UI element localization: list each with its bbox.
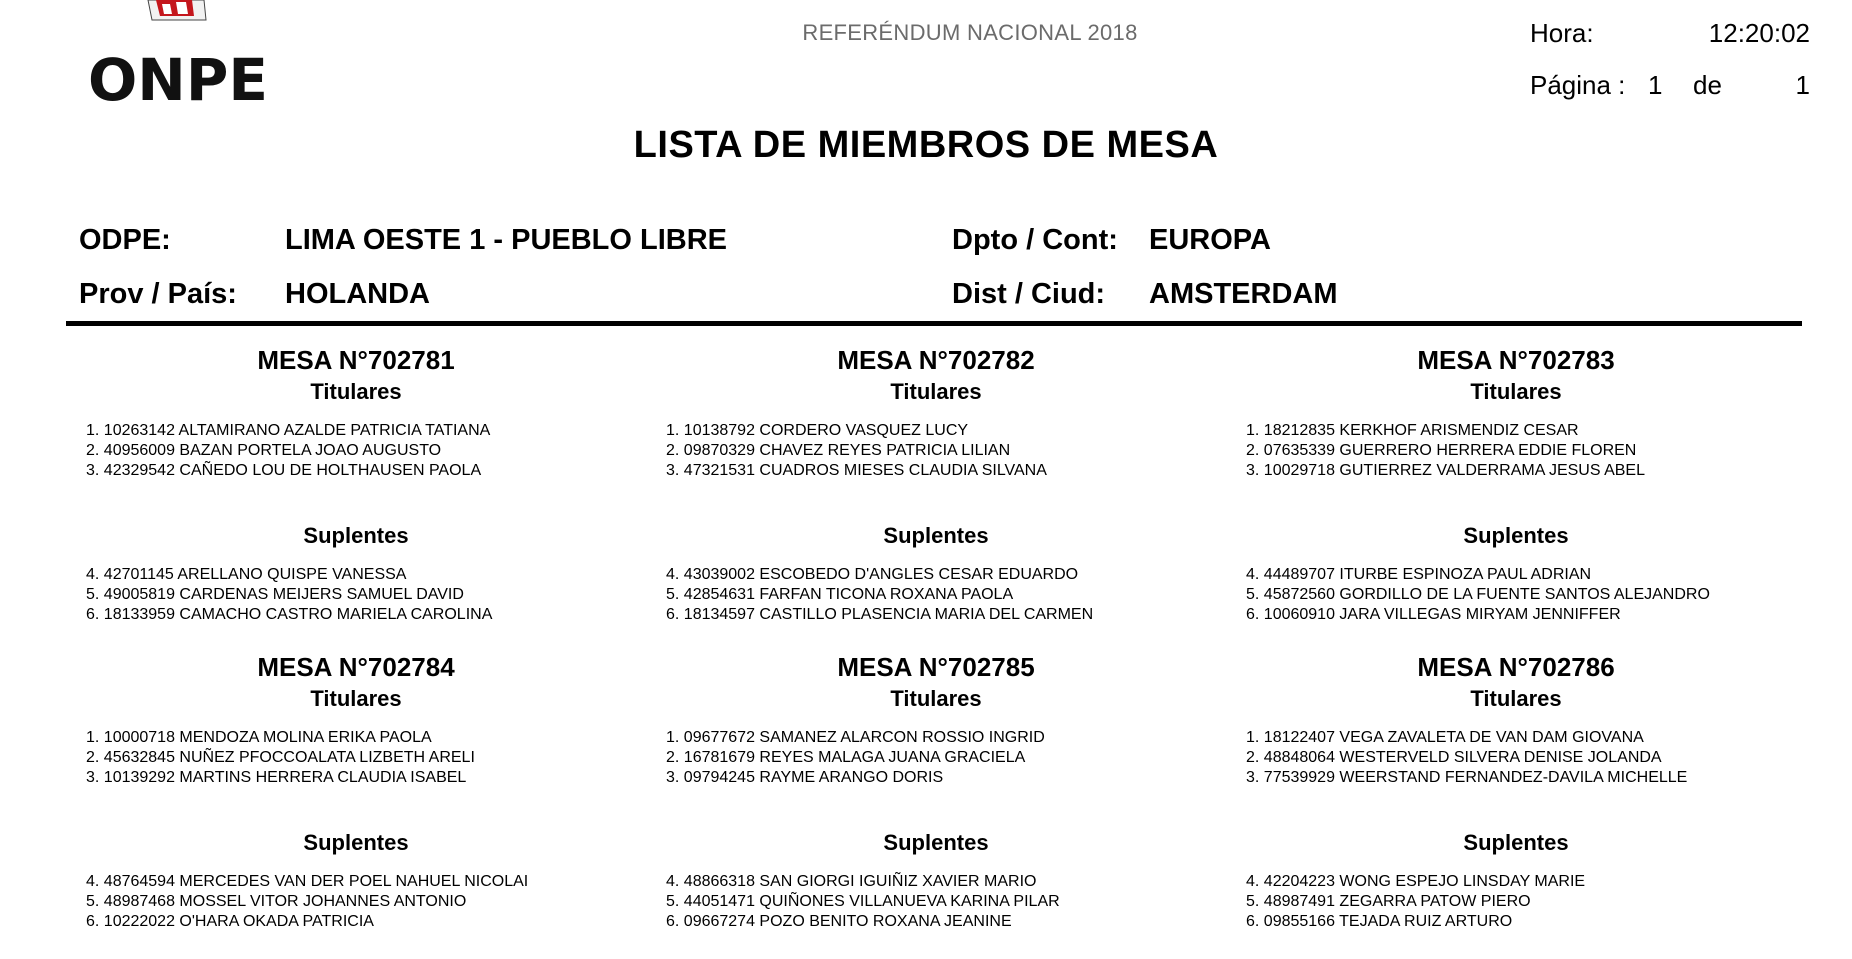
member-row: 1. 10000718 MENDOZA MOLINA ERIKA PAOLA [86, 729, 432, 746]
suplentes-list [666, 872, 1246, 932]
member-row: 4. 42701145 ARELLANO QUISPE VANESSA [86, 566, 407, 583]
mesa-title: MESA N°702785 [837, 652, 1035, 682]
member-row: 5. 45872560 GORDILLO DE LA FUENTE SANTOS ALEJANDRO [1246, 586, 1710, 603]
member-row: 2. 07635339 GUERRERO HERRERA EDDIE FLOREN [1246, 442, 1637, 459]
member-row: 4. 42204223 WONG ESPEJO LINSDAY MARIE [1246, 873, 1586, 890]
section-gap [1246, 788, 1826, 828]
onpe-logo [86, 0, 281, 110]
time-label: Hora: [1530, 18, 1594, 48]
titulares-list [666, 421, 1246, 481]
member-row: 4. 48764594 MERCEDES VAN DER POEL NAHUEL NICOLAI [86, 873, 529, 890]
mesa-block [1246, 650, 1826, 932]
member-row: 6. 10222022 O'HARA OKADA PATRICIA [86, 913, 374, 930]
member-row: 6. 09855166 TEJADA RUIZ ARTURO [1246, 913, 1513, 930]
member-row: 5. 49005819 CARDENAS MEIJERS SAMUEL DAVID [86, 586, 464, 603]
section-gap [86, 481, 666, 521]
member-row: 1. 10138792 CORDERO VASQUEZ LUCY [666, 422, 969, 439]
mesa-block [666, 650, 1246, 932]
member-row: 2. 16781679 REYES MALAGA JUANA GRACIELA [666, 749, 1026, 766]
member-row: 3. 09794245 RAYME ARANGO DORIS [666, 769, 944, 786]
member-row: 6. 10060910 JARA VILLEGAS MIRYAM JENNIFFER [1246, 606, 1621, 623]
member-row: 6. 18134597 CASTILLO PLASENCIA MARIA DEL CARMEN [666, 606, 1094, 623]
mesa-block [1246, 343, 1826, 625]
report-meta [1530, 18, 1810, 122]
suplentes-list [86, 565, 666, 625]
prov-value: HOLANDA [285, 278, 430, 310]
member-row: 4. 43039002 ESCOBEDO D'ANGLES CESAR EDUARDO [666, 566, 1079, 583]
member-row: 4. 48866318 SAN GIORGI IGUIÑIZ XAVIER MARIO [666, 873, 1037, 890]
dist-value: AMSTERDAM [1149, 278, 1338, 310]
suplentes-heading: Suplentes [303, 830, 409, 855]
odpe-label: ODPE: [79, 224, 171, 256]
section-gap [1246, 481, 1826, 521]
titulares-heading: Titulares [310, 379, 402, 404]
suplentes-heading: Suplentes [1463, 830, 1569, 855]
titulares-list [666, 728, 1246, 788]
suplentes-list [1246, 565, 1826, 625]
mesa-title: MESA N°702783 [1417, 345, 1615, 375]
mesa-block [86, 343, 666, 625]
member-row: 2. 09870329 CHAVEZ REYES PATRICIA LILIAN [666, 442, 1011, 459]
time-value: 12:20:02 [1708, 18, 1810, 48]
titulares-heading: Titulares [1470, 686, 1562, 711]
dpto-label: Dpto / Cont: [952, 224, 1118, 256]
member-row: 3. 42329542 CAÑEDO LOU DE HOLTHAUSEN PAOLA [86, 462, 482, 479]
mesa-title: MESA N°702786 [1417, 652, 1615, 682]
titulares-list [1246, 421, 1826, 481]
titulares-heading: Titulares [1470, 379, 1562, 404]
member-row: 5. 44051471 QUIÑONES VILLANUEVA KARINA PILAR [666, 893, 1060, 910]
page-total: 1 [1795, 70, 1810, 100]
member-row: 1. 18212835 KERKHOF ARISMENDIZ CESAR [1246, 422, 1579, 439]
member-row: 3. 10029718 GUTIERREZ VALDERRAMA JESUS ABEL [1246, 462, 1645, 479]
odpe-value: LIMA OESTE 1 - PUEBLO LIBRE [285, 224, 728, 256]
mesa-block [86, 650, 666, 932]
member-row: 3. 10139292 MARTINS HERRERA CLAUDIA ISABEL [86, 769, 467, 786]
member-row: 2. 48848064 WESTERVELD SILVERA DENISE JOLANDA [1246, 749, 1662, 766]
member-row: 1. 10263142 ALTAMIRANO AZALDE PATRICIA TATIANA [86, 422, 491, 439]
page-label: Página : [1530, 70, 1626, 100]
member-row: 5. 42854631 FARFAN TICONA ROXANA PAOLA [666, 586, 1014, 603]
member-row: 4. 44489707 ITURBE ESPINOZA PAUL ADRIAN [1246, 566, 1592, 583]
titulares-list [86, 421, 666, 481]
header-divider [66, 321, 1802, 326]
section-gap [666, 788, 1246, 828]
dpto-value: EUROPA [1149, 224, 1271, 256]
titulares-list [1246, 728, 1826, 788]
mesa-title: MESA N°702782 [837, 345, 1035, 375]
member-row: 2. 45632845 NUÑEZ PFOCCOALATA LIZBETH ARELI [86, 749, 475, 766]
event-title: REFERÉNDUM NACIONAL 2018 [802, 20, 1138, 45]
time-row [1530, 18, 1810, 70]
suplentes-heading: Suplentes [303, 523, 409, 548]
titulares-heading: Titulares [890, 379, 982, 404]
mesa-title: MESA N°702784 [257, 652, 455, 682]
member-row: 3. 47321531 CUADROS MIESES CLAUDIA SILVANA [666, 462, 1047, 479]
titulares-heading: Titulares [310, 686, 402, 711]
onpe-logo-icon [86, 0, 281, 110]
member-row: 5. 48987468 MOSSEL VITOR JOHANNES ANTONIO [86, 893, 467, 910]
mesa-block [666, 343, 1246, 625]
titulares-heading: Titulares [890, 686, 982, 711]
suplentes-list [666, 565, 1246, 625]
member-row: 6. 18133959 CAMACHO CASTRO MARIELA CAROLINA [86, 606, 493, 623]
page-of: de [1693, 70, 1722, 100]
section-gap [666, 481, 1246, 521]
member-row: 6. 09667274 POZO BENITO ROXANA JEANINE [666, 913, 1012, 930]
page-number: 1 [1648, 70, 1663, 100]
suplentes-heading: Suplentes [1463, 523, 1569, 548]
suplentes-list [86, 872, 666, 932]
suplentes-list [1246, 872, 1826, 932]
member-row: 2. 40956009 BAZAN PORTELA JOAO AUGUSTO [86, 442, 442, 459]
suplentes-heading: Suplentes [883, 830, 989, 855]
section-gap [86, 788, 666, 828]
mesa-title: MESA N°702781 [257, 345, 455, 375]
titulares-list [86, 728, 666, 788]
suplentes-heading: Suplentes [883, 523, 989, 548]
logo-text: ONPE [88, 46, 268, 110]
member-row: 3. 77539929 WEERSTAND FERNANDEZ-DAVILA MICHELLE [1246, 769, 1688, 786]
member-row: 1. 18122407 VEGA ZAVALETA DE VAN DAM GIOVANA [1246, 729, 1644, 746]
member-row: 1. 09677672 SAMANEZ ALARCON ROSSIO INGRID [666, 729, 1045, 746]
document-title: LISTA DE MIEMBROS DE MESA [633, 124, 1219, 166]
prov-label: Prov / País: [79, 278, 237, 310]
page-row [1530, 70, 1810, 122]
member-row: 5. 48987491 ZEGARRA PATOW PIERO [1246, 893, 1531, 910]
dist-label: Dist / Ciud: [952, 278, 1106, 310]
